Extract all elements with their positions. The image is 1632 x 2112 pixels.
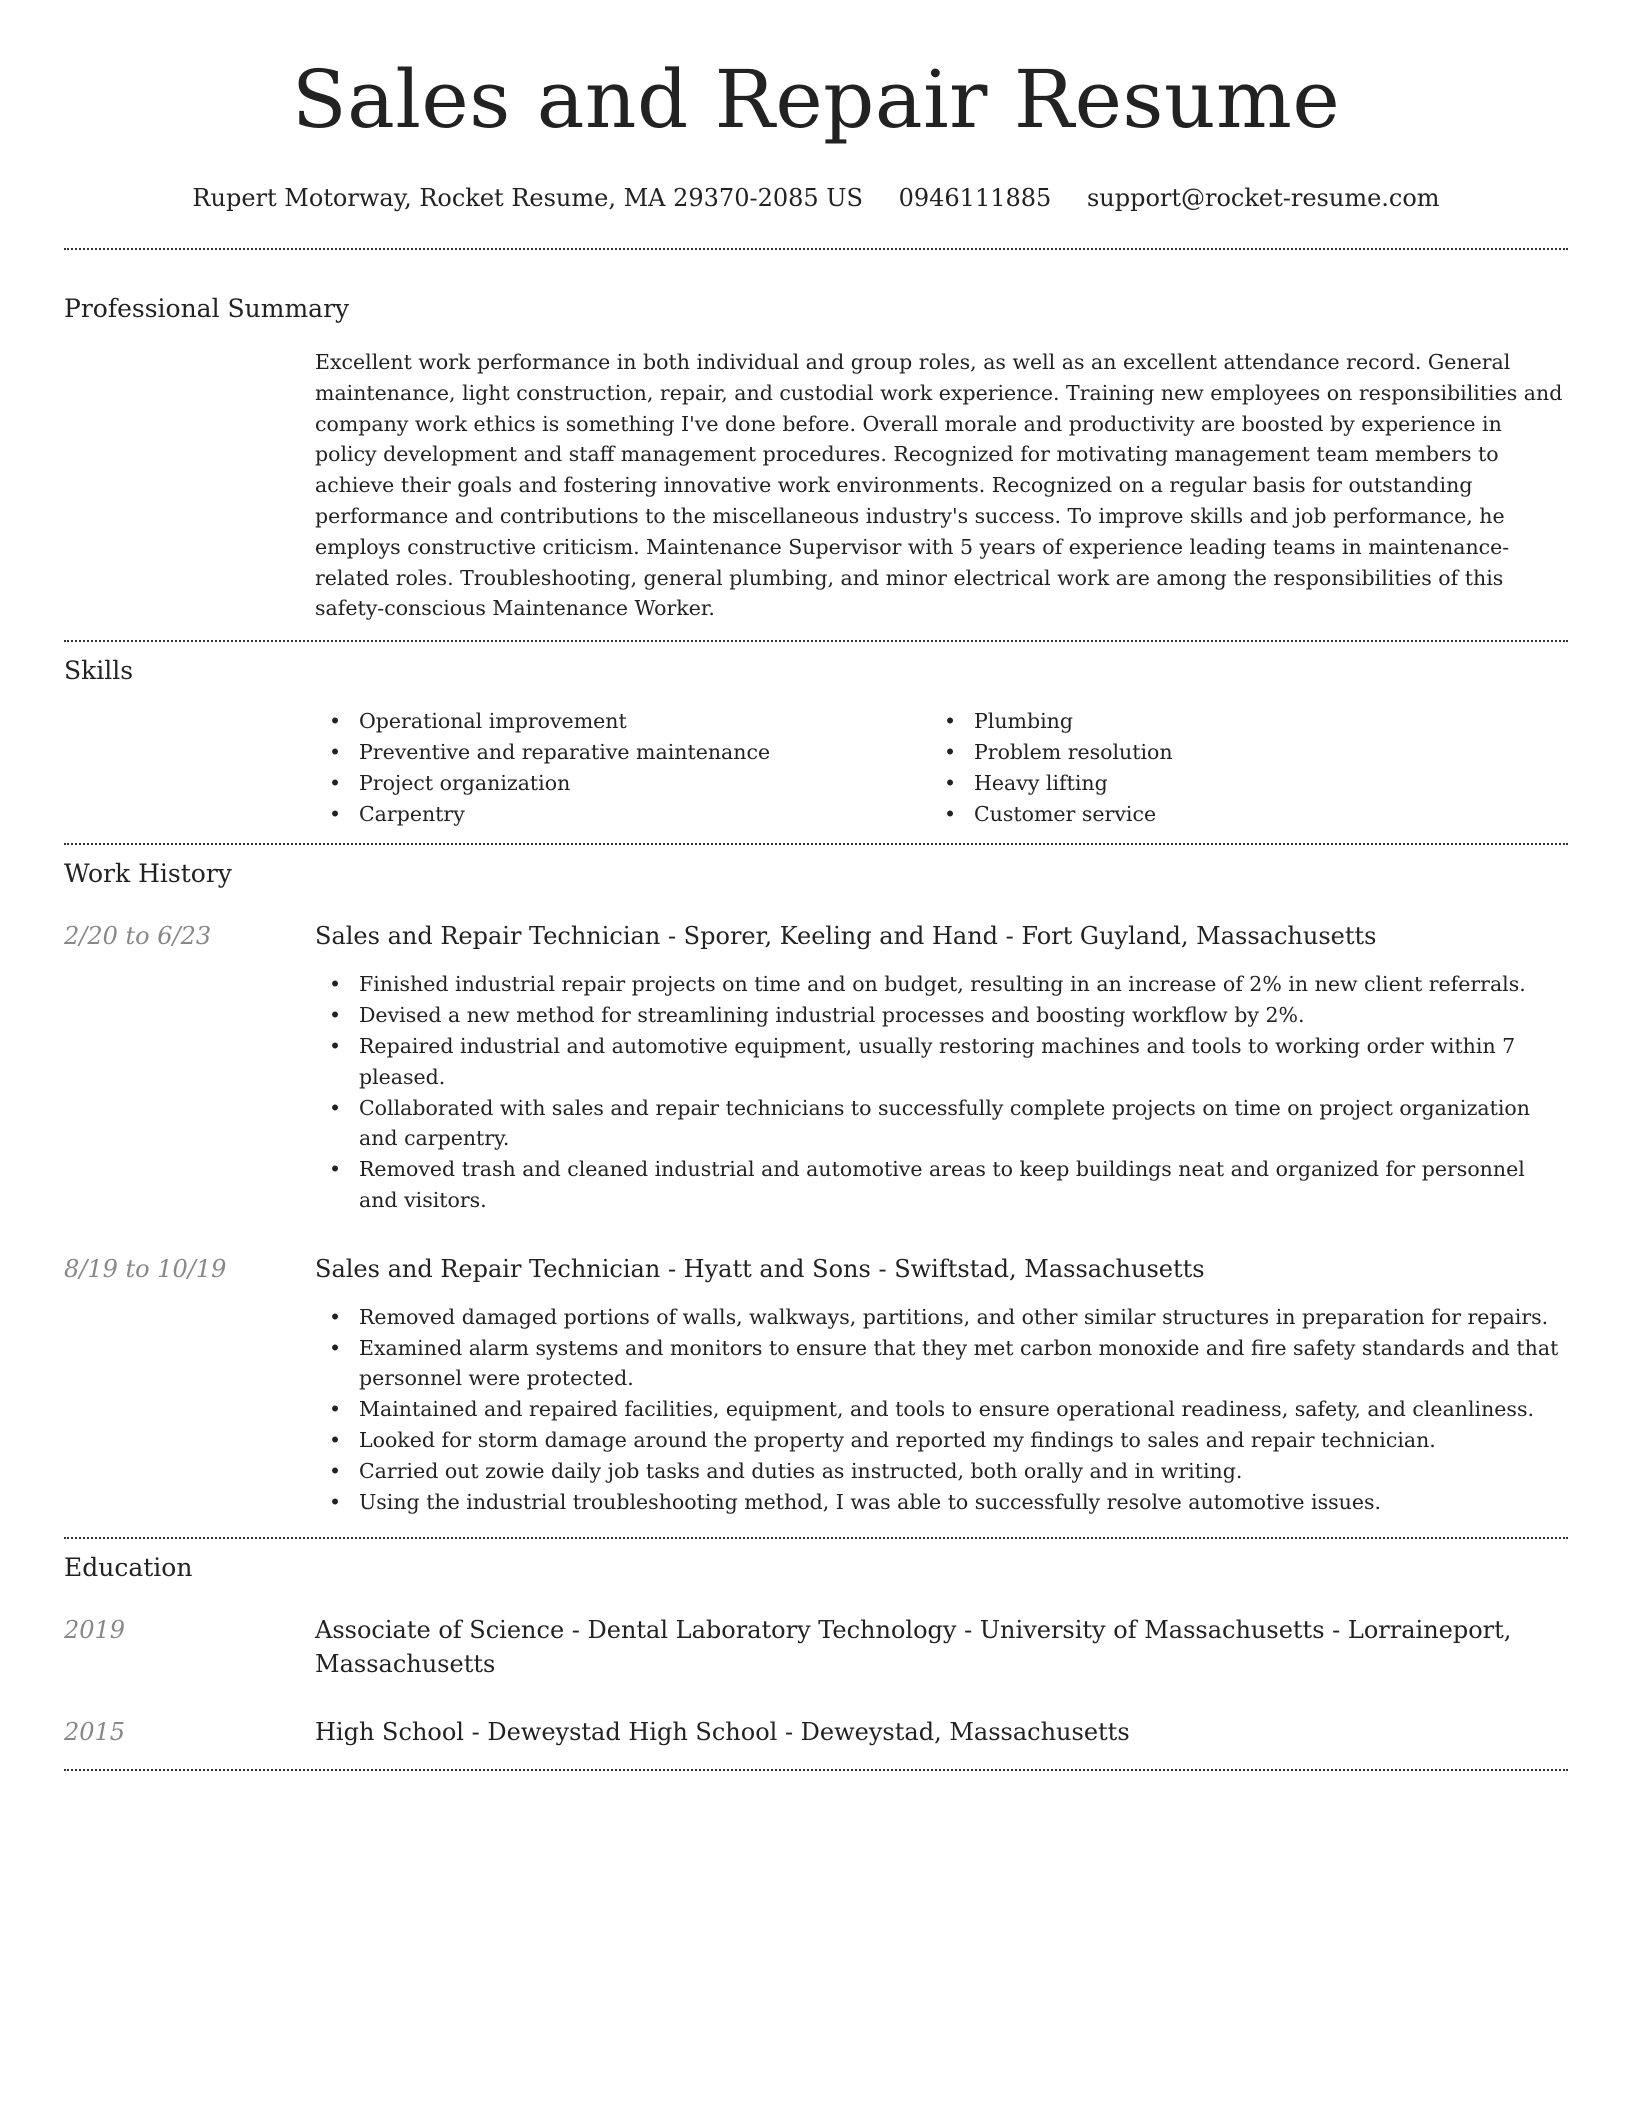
work-entry-heading: Sales and Repair Technician - Hyatt and Sons - Swiftstad, Massachusetts: [315, 1254, 1205, 1283]
work-entry-bullets: [315, 1302, 1568, 1518]
skill-item: • Plumbing: [930, 706, 1545, 737]
divider: [64, 1537, 1568, 1539]
skill-item: • Project organization: [315, 768, 930, 799]
education-body: [315, 1613, 1568, 1681]
work-bullet: • Removed trash and cleaned industrial and automotive areas to keep buildings neat and organized for personnel and visitors.: [315, 1154, 1568, 1216]
section-title-work-history: Work History: [64, 859, 232, 889]
work-bullet: • Looked for storm damage around the property and reported my findings to sales and repair technician.: [315, 1425, 1568, 1456]
resume-page: [64, 0, 1568, 1771]
work-entry: [64, 919, 1568, 1215]
work-bullet: • Devised a new method for streamlining industrial processes and boosting workflow by 2%.: [315, 1000, 1568, 1031]
education-year: 2015: [64, 1718, 126, 1747]
work-bullet: • Repaired industrial and automotive equipment, usually restoring machines and tools to working order within 7 pleased.: [315, 1031, 1568, 1093]
work-entry-dates: 8/19 to 10/19: [64, 1254, 227, 1283]
skills-list: [315, 706, 1568, 829]
work-entry-body: [315, 1252, 1568, 1518]
skill-item: • Carpentry: [315, 799, 930, 830]
divider: [64, 1769, 1568, 1771]
work-entry-dates: 2/20 to 6/23: [64, 922, 212, 951]
work-entry-bullets: [315, 969, 1568, 1215]
skill-item: • Operational improvement: [315, 706, 930, 737]
divider: [64, 843, 1568, 845]
divider: [64, 640, 1568, 642]
work-bullet: • Using the industrial troubleshooting method, I was able to successfully resolve automotive issues.: [315, 1487, 1568, 1518]
education-heading: High School - Deweystad High School - Deweystad, Massachusetts: [315, 1718, 1130, 1747]
work-bullet: • Carried out zowie daily job tasks and duties as instructed, both orally and in writing.: [315, 1456, 1568, 1487]
contact-email: support@rocket-resume.com: [1086, 184, 1440, 212]
contact-phone: 0946111885: [898, 184, 1052, 212]
work-bullet: • Finished industrial repair projects on time and on budget, resulting in an increase of 2% in new client referrals.: [315, 969, 1568, 1000]
education-entry: [64, 1613, 1568, 1681]
education-heading: Associate of Science - Dental Laboratory Technology - University of Massachusetts - Lorraineport, Massachusetts: [315, 1616, 1512, 1679]
work-entry-body: [315, 919, 1568, 1215]
summary-text: Excellent work performance in both individual and group roles, as well as an excellent attendance record. General maintenance, light construction, repair, and custodial work experience. Training new employees on responsibilities and company work ethics is something I've done before. Overall morale and productivity are boosted by experience in policy development and staff management procedures. Recognized for motivating management team members to achieve their goals and fostering innovative work environments. Recognized on a regular basis for outstanding performance and contributions to the miscellaneous industry's success. To improve skills and job performance, he employs constructive criticism. Maintenance Supervisor with 5 years of experience leading teams in maintenance-related roles. Troubleshooting, general plumbing, and minor electrical work are among the responsibilities of this safety-conscious Maintenance Worker.: [315, 350, 1563, 621]
work-entry-heading: Sales and Repair Technician - Sporer, Keeling and Hand - Fort Guyland, Massachusetts: [315, 922, 1377, 951]
skills-column-right: [930, 706, 1545, 829]
work-bullet: • Collaborated with sales and repair technicians to successfully complete projects on time on project organization and carpentry.: [315, 1093, 1568, 1155]
work-bullet: • Maintained and repaired facilities, equipment, and tools to ensure operational readiness, safety, and cleanliness.: [315, 1394, 1568, 1425]
skill-item: • Problem resolution: [930, 737, 1545, 768]
divider: [64, 248, 1568, 250]
contact-line: [64, 182, 1568, 214]
section-title-education: Education: [64, 1553, 193, 1583]
skill-item: • Customer service: [930, 799, 1545, 830]
skill-item: • Preventive and reparative maintenance: [315, 737, 930, 768]
contact-address: Rupert Motorway, Rocket Resume, MA 29370-2085 US: [192, 184, 863, 212]
education-year: 2019: [64, 1616, 126, 1645]
resume-title: Sales and Repair Resume: [291, 53, 1341, 146]
education-body: [315, 1715, 1568, 1749]
section-title-skills: Skills: [64, 656, 134, 686]
section-title-summary: Professional Summary: [64, 294, 350, 323]
skills-column-left: [315, 706, 930, 829]
skill-item: • Heavy lifting: [930, 768, 1545, 799]
work-bullet: • Examined alarm systems and monitors to ensure that they met carbon monoxide and fire safety standards and that personnel were protected.: [315, 1333, 1568, 1395]
work-bullet: • Removed damaged portions of walls, walkways, partitions, and other similar structures in preparation for repairs.: [315, 1302, 1568, 1333]
education-entry: [64, 1715, 1568, 1749]
work-entry: [64, 1252, 1568, 1518]
